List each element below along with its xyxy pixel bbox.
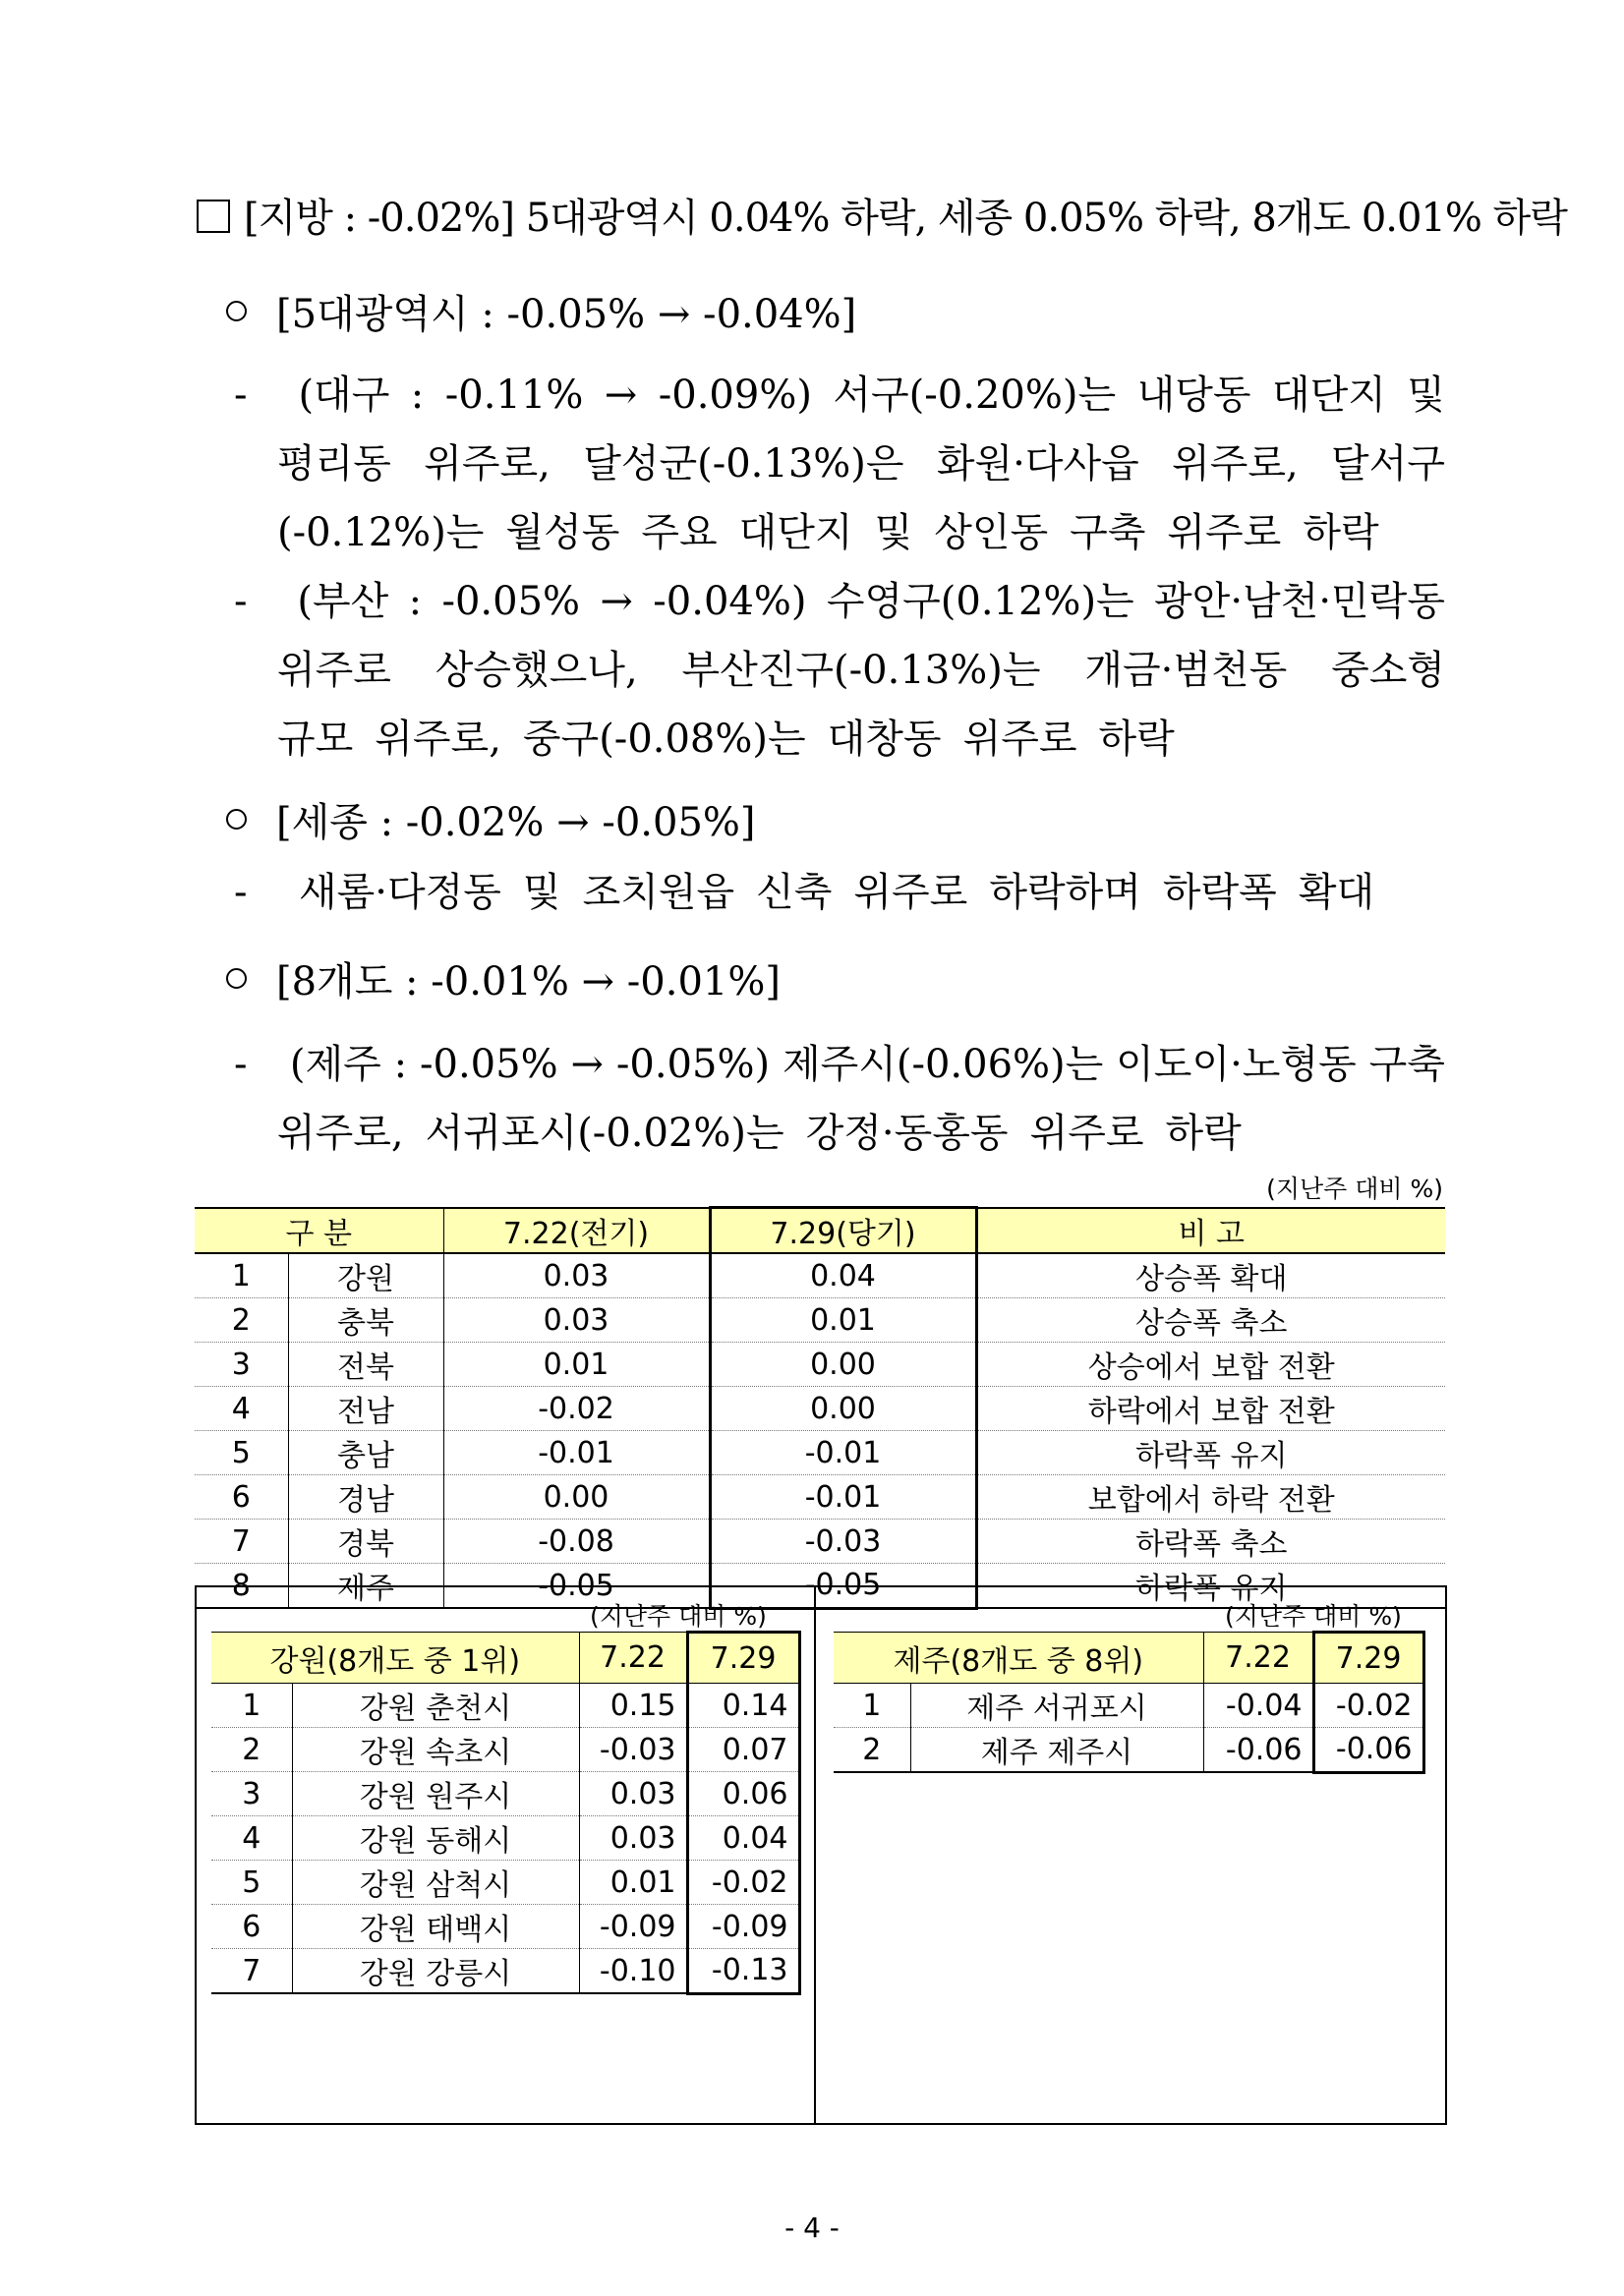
province-table <box>195 1206 1445 1610</box>
paragraph-word: 하락 <box>1303 510 1379 555</box>
paragraph-word: 월성동 <box>505 510 620 555</box>
table-cell: 제주 서귀포시 <box>910 1684 1203 1728</box>
table-cell: 1 <box>211 1684 292 1728</box>
table-cell: 0.04 <box>710 1253 976 1298</box>
paragraph-jeju <box>234 1030 1445 1168</box>
paragraph-word: 위주로 <box>277 648 391 693</box>
table-cell: 강원 동해시 <box>292 1816 579 1861</box>
circle-bullet-icon <box>226 968 247 989</box>
table-cell: 0.03 <box>579 1772 687 1816</box>
paragraph-line <box>234 858 1445 927</box>
table-cell: 상승폭 축소 <box>976 1298 1445 1343</box>
paragraph-word: → <box>570 1042 604 1087</box>
column-header: 7.22 <box>1203 1633 1313 1684</box>
paragraph-word: -0.05% <box>420 1042 558 1087</box>
table-cell: 하락폭 유지 <box>976 1431 1445 1475</box>
paragraph-word: : <box>393 1042 408 1087</box>
table-cell: 0.01 <box>443 1343 710 1387</box>
paragraph-word: -0.05%) <box>615 1042 771 1087</box>
table-cell: 강원 삼척시 <box>292 1861 579 1905</box>
paragraph-word: 대단지 <box>1271 373 1386 418</box>
paragraph-daegu <box>234 361 1445 567</box>
table-cell: 0.03 <box>579 1816 687 1861</box>
subheading-sejong: [세종 : -0.02% → -0.05%] <box>226 791 756 847</box>
table-cell: 0.03 <box>443 1298 710 1343</box>
table-cell: 전북 <box>288 1343 443 1387</box>
paragraph-line <box>234 705 1445 774</box>
dash-bullet: - <box>234 373 248 418</box>
table-header-row <box>195 1208 1445 1254</box>
table-cell: 강원 태백시 <box>292 1905 579 1949</box>
paragraph-word: 신축 <box>756 870 833 915</box>
paragraph-word: 상인동 <box>934 510 1049 555</box>
table-row <box>195 1475 1445 1520</box>
unit-note: (지난주 대비 %) <box>1266 1175 1443 1203</box>
paragraph-word: 하락 <box>1098 717 1175 762</box>
paragraph-word: 위주로 <box>853 870 968 915</box>
paragraph-line <box>234 1099 1445 1168</box>
page-number: - 4 - <box>784 2211 840 2244</box>
column-header: 제주(8개도 중 8위) <box>834 1633 1203 1684</box>
table-cell: 0.15 <box>579 1684 687 1728</box>
table-row <box>195 1253 1445 1298</box>
section-heading: [지방 : -0.02%] 5대광역시 0.04% 하락, 세종 0.05% 하락, 8개도 0.01% 하락 <box>197 187 1567 243</box>
table-row <box>195 1387 1445 1431</box>
table-cell: 6 <box>195 1475 288 1520</box>
paragraph-word: 및 <box>1407 373 1445 418</box>
table-cell: -0.06 <box>1203 1728 1313 1773</box>
table-cell: -0.04 <box>1203 1684 1313 1728</box>
paragraph-word: 새롬·다정동 <box>299 870 501 915</box>
table-cell: 강원 <box>288 1253 443 1298</box>
paragraph-line <box>234 636 1445 705</box>
table-row <box>195 1431 1445 1475</box>
paragraph-word: → <box>600 579 633 624</box>
table-cell: -0.01 <box>710 1431 976 1475</box>
table-cell: -0.01 <box>710 1475 976 1520</box>
table-row <box>211 1861 799 1905</box>
paragraph-word: 구축 <box>1070 510 1146 555</box>
table-row <box>211 1816 799 1861</box>
paragraph-word: 위주로, <box>277 1111 404 1156</box>
table-cell: 1 <box>834 1684 910 1728</box>
paragraph-word: 및 <box>522 870 561 915</box>
checkbox-square-icon <box>197 200 230 233</box>
paragraph-word: 수영구(0.12%)는 <box>826 579 1134 624</box>
table-cell: 경남 <box>288 1475 443 1520</box>
table-cell: -0.06 <box>1313 1728 1423 1773</box>
table-cell: 강원 원주시 <box>292 1772 579 1816</box>
dash-bullet: - <box>234 579 248 624</box>
subheading-metro: [5대광역시 : -0.05% → -0.04%] <box>226 283 856 339</box>
table-cell: 충북 <box>288 1298 443 1343</box>
paragraph-word: : <box>408 579 423 624</box>
paragraph-word: 주요 <box>641 510 718 555</box>
table-cell: 상승폭 확대 <box>976 1253 1445 1298</box>
paragraph-sejong <box>234 858 1445 927</box>
paragraph-word: 대단지 <box>738 510 853 555</box>
paragraph-word: 광안·남천·민락동 <box>1154 579 1445 624</box>
dash-bullet: - <box>234 1042 248 1087</box>
paragraph-word: -0.09%) <box>658 373 812 418</box>
table-cell: 0.00 <box>710 1343 976 1387</box>
table-cell: -0.09 <box>579 1905 687 1949</box>
table-cell: 4 <box>195 1387 288 1431</box>
table-cell: -0.02 <box>687 1861 799 1905</box>
paragraph-word: 중구(-0.08%)는 <box>522 717 806 762</box>
table-cell: 경북 <box>288 1520 443 1564</box>
table-cell: -0.05 <box>710 1564 976 1609</box>
table-cell: -0.02 <box>1313 1684 1423 1728</box>
table-row <box>211 1684 799 1728</box>
paragraph-word: (대구 <box>298 373 390 418</box>
paragraph-word: 부산진구(-0.13%)는 <box>681 648 1041 693</box>
table-header-row <box>834 1633 1423 1684</box>
paragraph-word: 확대 <box>1298 870 1375 915</box>
table-row <box>195 1520 1445 1564</box>
table-cell: 8 <box>195 1564 288 1609</box>
paragraph-word: : <box>410 373 425 418</box>
column-header: 강원(8개도 중 1위) <box>211 1633 579 1684</box>
circle-bullet-icon <box>226 301 247 321</box>
paragraph-line <box>234 361 1445 430</box>
table-cell: 제주 <box>288 1564 443 1609</box>
table-cell: -0.02 <box>443 1387 710 1431</box>
table-cell: 강원 속초시 <box>292 1728 579 1772</box>
table-cell: 0.06 <box>687 1772 799 1816</box>
paragraph-word: 내당동 <box>1136 373 1251 418</box>
column-header-current: 7.29 <box>1313 1633 1423 1684</box>
table-cell: 하락에서 보합 전환 <box>976 1387 1445 1431</box>
table-cell: 0.00 <box>710 1387 976 1431</box>
table-row <box>834 1728 1423 1773</box>
paragraph-line <box>234 498 1445 567</box>
column-header-current: 7.29(당기) <box>710 1208 976 1254</box>
table-row <box>211 1772 799 1816</box>
table-row <box>211 1949 799 1994</box>
table-cell: 전남 <box>288 1387 443 1431</box>
paragraph-word: 중소형 <box>1331 648 1445 693</box>
paragraph-word: → <box>604 373 638 418</box>
table-cell: 2 <box>834 1728 910 1773</box>
paragraph-word: 구축 <box>1368 1042 1445 1087</box>
column-header: 7.22 <box>579 1633 687 1684</box>
table-cell: 5 <box>211 1861 292 1905</box>
table-row <box>195 1298 1445 1343</box>
paragraph-word: 상승했으나, <box>435 648 638 693</box>
paragraph-word: 위주로 <box>1167 510 1282 555</box>
paragraph-word: 규모 <box>277 717 354 762</box>
table-cell: 3 <box>195 1343 288 1387</box>
table-cell: 5 <box>195 1431 288 1475</box>
table-cell: 7 <box>211 1949 292 1994</box>
table-cell: 하락폭 유지 <box>976 1564 1445 1609</box>
table-cell: 0.07 <box>687 1728 799 1772</box>
column-header: 비 고 <box>976 1208 1445 1254</box>
regional-detail-frame <box>195 1585 1447 2125</box>
circle-bullet-icon <box>226 809 247 830</box>
gangwon-table <box>211 1631 801 1995</box>
table-cell: -0.13 <box>687 1949 799 1994</box>
paragraph-word: (제주 <box>289 1042 381 1087</box>
table-cell: 강원 강릉시 <box>292 1949 579 1994</box>
paragraph-word: 조치원읍 <box>582 870 735 915</box>
unit-note: (지난주 대비 %) <box>1225 1602 1402 1631</box>
paragraph-word: 평리동 <box>277 441 391 487</box>
table-row <box>211 1728 799 1772</box>
paragraph-word: -0.11% <box>444 373 584 418</box>
table-cell: -0.01 <box>443 1431 710 1475</box>
table-cell: -0.08 <box>443 1520 710 1564</box>
subheading-provinces: [8개도 : -0.01% → -0.01%] <box>226 950 781 1006</box>
column-header: 7.22(전기) <box>443 1208 710 1254</box>
paragraph-word: 위주로 <box>1029 1111 1144 1156</box>
paragraph-word: 위주로, <box>375 717 501 762</box>
table-row <box>195 1343 1445 1387</box>
table-cell: 1 <box>195 1253 288 1298</box>
table-cell: 4 <box>211 1816 292 1861</box>
table-cell: 2 <box>211 1728 292 1772</box>
paragraph-word: 및 <box>874 510 913 555</box>
table-cell: -0.10 <box>579 1949 687 1994</box>
paragraph-word: -0.05% <box>441 579 581 624</box>
paragraph-word: 위주로, <box>1172 441 1299 487</box>
table-cell: 3 <box>211 1772 292 1816</box>
table-cell: 상승에서 보합 전환 <box>976 1343 1445 1387</box>
column-header: 구 분 <box>195 1208 443 1254</box>
table-cell: 0.01 <box>579 1861 687 1905</box>
table-cell: -0.05 <box>443 1564 710 1609</box>
paragraph-word: 하락폭 <box>1162 870 1277 915</box>
unit-note: (지난주 대비 %) <box>590 1602 767 1631</box>
table-cell: 제주 제주시 <box>910 1728 1203 1773</box>
paragraph-word: -0.04%) <box>653 579 807 624</box>
paragraph-word: (부산 <box>297 579 389 624</box>
paragraph-word: 하락하며 <box>989 870 1141 915</box>
table-cell: -0.03 <box>579 1728 687 1772</box>
column-header-current: 7.29 <box>687 1633 799 1684</box>
paragraph-word: 하락 <box>1165 1111 1242 1156</box>
table-cell: -0.03 <box>710 1520 976 1564</box>
table-cell: 0.14 <box>687 1684 799 1728</box>
paragraph-word: 위주로, <box>424 441 551 487</box>
paragraph-line <box>234 430 1445 498</box>
paragraph-word: 대창동 <box>827 717 942 762</box>
paragraph-line <box>234 567 1445 636</box>
table-cell: 0.03 <box>443 1253 710 1298</box>
paragraph-busan <box>234 567 1445 774</box>
jeju-table <box>834 1631 1425 1774</box>
table-cell: 0.01 <box>710 1298 976 1343</box>
paragraph-word: 이도이·노형동 <box>1116 1042 1357 1087</box>
paragraph-word: 위주로 <box>962 717 1077 762</box>
table-cell: 0.00 <box>443 1475 710 1520</box>
paragraph-word: 화원·다사읍 <box>936 441 1139 487</box>
paragraph-word: 제주시(-0.06%)는 <box>782 1042 1104 1087</box>
paragraph-line <box>234 1030 1445 1099</box>
paragraph-word: 강정·동홍동 <box>805 1111 1009 1156</box>
table-cell: 강원 춘천시 <box>292 1684 579 1728</box>
paragraph-word: 달서구 <box>1331 441 1445 487</box>
table-row <box>834 1684 1423 1728</box>
table-cell: 6 <box>211 1905 292 1949</box>
table-cell: 7 <box>195 1520 288 1564</box>
frame-divider <box>814 1587 816 2123</box>
table-cell: 보합에서 하락 전환 <box>976 1475 1445 1520</box>
paragraph-word: 개금·범천동 <box>1084 648 1288 693</box>
table-header-row <box>211 1633 799 1684</box>
paragraph-word: (-0.12%)는 <box>277 510 485 555</box>
table-cell: 0.04 <box>687 1816 799 1861</box>
paragraph-word: 달성군(-0.13%)은 <box>583 441 904 487</box>
table-row <box>211 1905 799 1949</box>
table-cell: 2 <box>195 1298 288 1343</box>
table-cell: 충남 <box>288 1431 443 1475</box>
dash-bullet: - <box>234 870 248 915</box>
table-cell: -0.09 <box>687 1905 799 1949</box>
paragraph-word: 서귀포시(-0.02%)는 <box>425 1111 784 1156</box>
table-cell: 하락폭 축소 <box>976 1520 1445 1564</box>
paragraph-word: 서구(-0.20%)는 <box>833 373 1117 418</box>
